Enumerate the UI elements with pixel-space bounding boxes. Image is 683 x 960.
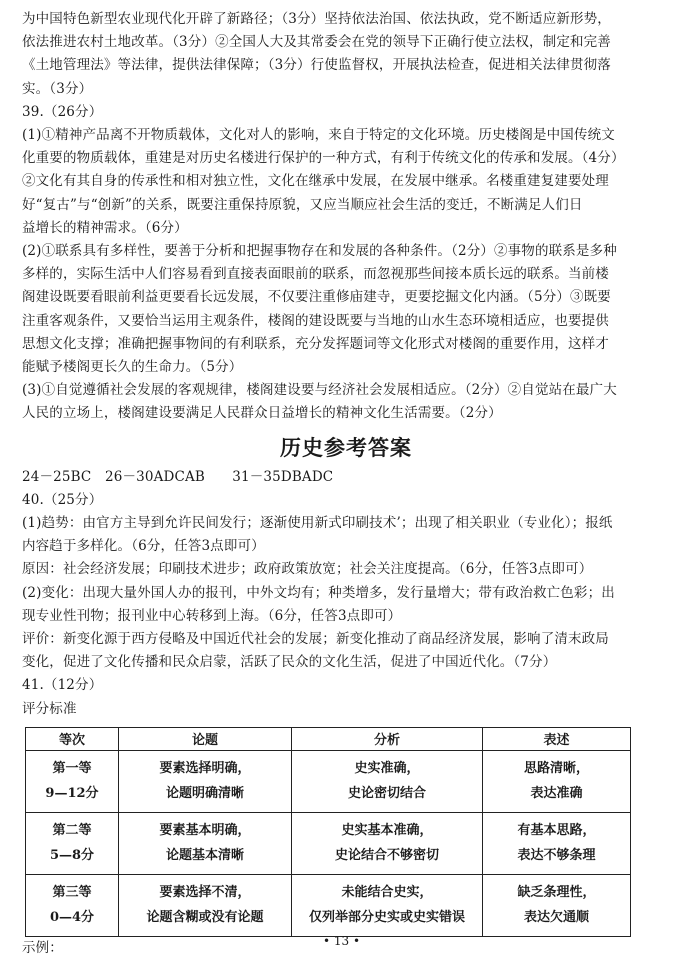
answer-text-line: 原因：社会经济发展；印刷技术进步；政府政策放宽；社会关注度提高。（6分，任答3点即可） <box>22 561 593 578</box>
table-cell-line: 史实基本准确， <box>341 823 433 839</box>
answer-text-line: 实。（3分） <box>22 80 93 97</box>
table-cell-line: 表达准确 <box>530 786 583 802</box>
table-cell-line: 论题基本清晰 <box>165 848 244 864</box>
answer-text-line: (1)①精神产品离不开物质载体，文化对人的影响，来自于特定的文化环境。历史楼阁是中国传统文 <box>22 127 615 144</box>
table-cell-topic <box>119 874 292 936</box>
answer-text-line: 《土地管理法》等法律，提供法律保障；（3分）行使监督权，开展执法检查，促进相关法律贯彻落 <box>22 57 611 74</box>
answer-text-line: 注重客观条件，又要恰当运用主观条件，楼阁的建设既要与当地的山水生态环境相适应，也要提供 <box>22 312 609 329</box>
answer-text-line: 化重要的物质载体，重建是对历史名楼进行保护的一种方式，有利于传统文化的传承和发展。（4分） <box>22 150 625 167</box>
answer-text-line: 内容趋于多样化。（6分，任答3点即可） <box>22 538 265 555</box>
table-cell-level <box>26 812 119 874</box>
table-cell-line: 第三等 <box>52 885 92 901</box>
table-cell-line: 有基本思路， <box>517 823 596 839</box>
table-cell-analysis <box>292 874 483 936</box>
table-cell-line: 缺乏条理性， <box>517 885 596 901</box>
table-cell-line: 要素选择不清， <box>159 885 251 901</box>
table-cell-line: 论题明确清晰 <box>165 786 244 802</box>
table-row <box>26 874 631 936</box>
table-cell-line: 史实准确， <box>354 761 420 777</box>
history-answer-section <box>22 466 670 721</box>
answer-text-line: 依法推进农村土地改革。（3分）②全国人大及其常委会在党的领导下正确行使立法权，制定和完善 <box>22 34 611 51</box>
table-header-topic: 论题 <box>119 727 292 750</box>
table-cell-line: 仅列举部分史实或史实错误 <box>308 910 465 926</box>
table-cell-line: 第一等 <box>52 761 92 777</box>
table-header-expression: 表述 <box>483 727 631 750</box>
table-cell-line: 表达欠通顺 <box>523 910 589 926</box>
table-cell-topic <box>119 750 292 812</box>
table-cell-level <box>26 874 119 936</box>
grading-standard-table <box>25 727 631 937</box>
table-cell-level <box>26 750 119 812</box>
table-cell-line: 第二等 <box>52 823 92 839</box>
table-cell-line: 9—12分 <box>45 786 99 802</box>
answer-text-line: 39.（26分） <box>22 103 103 120</box>
answer-text-line: 益增长的精神需求。（6分） <box>22 219 188 236</box>
table-cell-line: 表达不够条理 <box>517 848 596 864</box>
answer-text-line: (2)变化：出现大量外国人办的报刊，中外文均有；种类增多，发行量增大；带有政治救亡色彩；出 <box>22 584 615 601</box>
example-label: 示例： <box>22 939 63 956</box>
table-row <box>26 812 631 874</box>
answer-text-line: 阁建设既要看眼前利益更要看长远发展，不仅要注重修庙建寺，更要挖掘文化内涵。（5分）③既要 <box>22 289 611 306</box>
table-header-analysis: 分析 <box>292 727 483 750</box>
table-header-level: 等次 <box>26 727 119 750</box>
answer-text-line: 好“复古”与“创新”的关系，既要注重保持原貌，又应当顺应社会生活的变迁，不断满足人们日 <box>22 196 583 213</box>
table-header-row <box>26 727 631 750</box>
answer-text-line: 能赋予楼阁更长久的生命力。（5分） <box>22 359 243 376</box>
answer-text-line: ②文化有其自身的传承性和相对独立性，文化在继承中发展，在发展中继承。名楼重建复建要处理 <box>22 173 609 190</box>
table-cell-topic <box>119 812 292 874</box>
answer-text-line: 41.（12分） <box>22 677 103 694</box>
table-cell-line: 论题含糊或没有论题 <box>146 910 264 926</box>
page-number: • 13 • <box>322 934 361 948</box>
table-cell-line: 要素基本明确， <box>159 823 251 839</box>
answer-text-line: (2)①联系具有多样性，要善于分析和把握事物存在和发展的各种条件。（2分）②事物的联系是多种 <box>22 243 617 260</box>
table-cell-analysis <box>292 812 483 874</box>
table-cell-expression <box>483 750 631 812</box>
table-row <box>26 750 631 812</box>
table-cell-line: 0—4分 <box>49 910 95 926</box>
history-answer-title: 历史参考答案 <box>280 435 412 460</box>
table-cell-line: 要素选择明确， <box>159 761 251 777</box>
answer-text-line: 多样的，实际生活中人们容易看到直接表面眼前的联系，而忽视那些间接本质长远的联系。当前楼 <box>22 266 609 283</box>
answer-text-line: 现专业性刊物；报刊业中心转移到上海。（6分，任答3点即可） <box>22 607 402 624</box>
politics-answer-section <box>22 8 670 426</box>
table-cell-expression <box>483 812 631 874</box>
answer-text-line: (1)趋势：由官方主导到允许民间发行；逐渐使用新式印刷技术’；出现了相关职业（专业化）；报纸 <box>22 515 613 532</box>
answer-text-line: 为中国特色新型农业现代化开辟了新路径；（3分）坚持依法治国、依法执政，党不断适应新形势， <box>22 11 611 27</box>
answer-text-line: 评分标准 <box>22 700 77 717</box>
answer-text-line: 40.（25分） <box>22 491 103 508</box>
answer-text-line: (3)①自觉遵循社会发展的客观规律，楼阁建设要与经济社会发展相适应。（2分）②自觉站在最广大 <box>22 382 617 399</box>
answer-page <box>22 8 670 960</box>
table-cell-line: 思路清晰， <box>523 761 589 777</box>
answer-text-line: 思想文化支撑；准确把握事物间的有利联系，充分发挥题词等文化形式对楼阁的重要作用，这样才 <box>22 335 609 352</box>
table-cell-line: 5—8分 <box>49 848 95 864</box>
answer-text-line: 变化，促进了文化传播和民众启蒙，活跃了民众的文化生活，促进了中国近代化。（7分） <box>22 654 557 671</box>
table-cell-line: 史论结合不够密切 <box>334 848 439 864</box>
answer-text-line: 评价：新变化源于西方侵略及中国近代社会的发展；新变化推动了商品经济发展，影响了清末政局 <box>22 631 609 648</box>
table-cell-line: 未能结合史实， <box>341 885 433 901</box>
answer-text-line: 24－25BC 26－30ADCAB 31－35DBADC <box>22 468 334 485</box>
answer-text-line: 人民的立场上，楼阁建设要满足人民群众日益增长的精神文化生活需要。（2分） <box>22 405 502 422</box>
table-cell-expression <box>483 874 631 936</box>
table-cell-line: 史论密切结合 <box>347 786 426 802</box>
table-cell-analysis <box>292 750 483 812</box>
